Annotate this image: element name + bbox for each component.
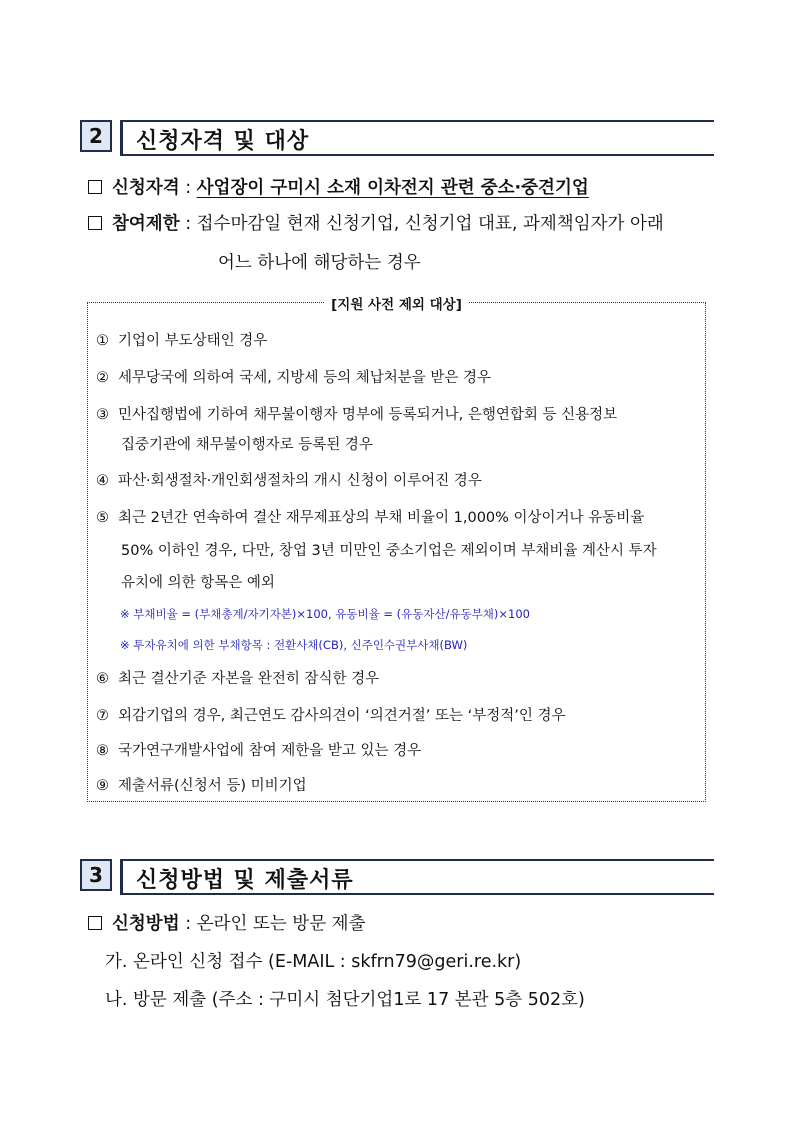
method-label: 신청방법 [112,914,180,934]
online-submission: 가. 온라인 신청 접수 (E-MAIL : skfrn79@geri.re.kr) [105,952,522,972]
header-rule-top [120,120,714,122]
restriction-text-line1: 접수마감일 현재 신청기업, 신청기업 대표, 과제책임자가 아래 [196,214,664,234]
section-3-header [80,859,714,897]
section-number: 2 [80,120,112,152]
section-title: 신청방법 및 제출서류 [136,868,354,893]
method-value: 온라인 또는 방문 제출 [196,914,366,934]
section-2-header [80,120,714,158]
section-title: 신청자격 및 대상 [136,129,310,154]
list-item: ⑥ 최근 결산기준 자본을 완전히 잠식한 경우 [96,671,380,687]
restriction-row [88,210,664,235]
list-item: ③ 민사집행법에 기하여 채무불이행자 명부에 등록되거나, 은행연합회 등 신용정보 [96,407,618,423]
list-item: ⑧ 국가연구개발사업에 참여 제한을 받고 있는 경우 [96,743,422,759]
header-bar [120,859,123,895]
eligibility-value: 사업장이 구미시 소재 이차전지 관련 중소·중견기업 [196,178,589,198]
checkbox-square-icon [88,180,102,194]
list-item-continuation: 집중기관에 채무불이행자로 등록된 경우 [121,437,373,453]
restriction-label: 참여제한 [112,214,180,234]
list-item: ① 기업이 부도상태인 경우 [96,333,268,349]
section-number: 3 [80,859,112,891]
method-separator: : [179,914,197,934]
list-item: ④ 파산·회생절차·개인회생절차의 개시 신청이 이루어진 경우 [96,473,482,489]
exclusion-panel [87,297,706,802]
method-row [88,910,366,935]
restriction-separator: : [179,214,197,234]
visit-submission: 나. 방문 제출 (주소 : 구미시 첨단기업1로 17 본관 5층 502호) [105,990,585,1010]
list-item: ⑦ 외감기업의 경우, 최근연도 감사의견이 ‘의견거절’ 또는 ‘부정적’인 경우 [96,708,566,724]
checkbox-square-icon [88,216,102,230]
list-item: ⑨ 제출서류(신청서 등) 미비기업 [96,778,307,794]
header-bar [120,120,123,156]
list-item: ⑤ 최근 2년간 연속하여 결산 재무제표상의 부채 비율이 1,000% 이상이거나 유동비율 [96,510,645,526]
eligibility-label: 신청자격 [112,178,180,198]
panel-title: [지원 사전 제외 대상] [88,293,705,313]
restriction-text-line2: 어느 하나에 해당하는 경우 [218,253,421,273]
list-item-continuation: 50% 이하인 경우, 다만, 창업 3년 미만인 중소기업은 제외이며 부채비율 계산시 투자 [121,543,657,559]
note-debt-ratio: ※ 부채비율 = (부채총계/자기자본)×100, 유동비율 = (유동자산/유동부채)×100 [120,607,530,621]
checkbox-square-icon [88,916,102,930]
eligibility-row [88,174,589,199]
note-investment-debt: ※ 투자유치에 의한 부채항목 : 전환사채(CB), 신주인수권부사채(BW) [120,638,468,652]
eligibility-separator: : [179,178,197,198]
list-item: ② 세무당국에 의하여 국세, 지방세 등의 체납처분을 받은 경우 [96,370,492,386]
header-rule-top [120,859,714,861]
list-item-continuation: 유치에 의한 항목은 예외 [121,575,275,591]
